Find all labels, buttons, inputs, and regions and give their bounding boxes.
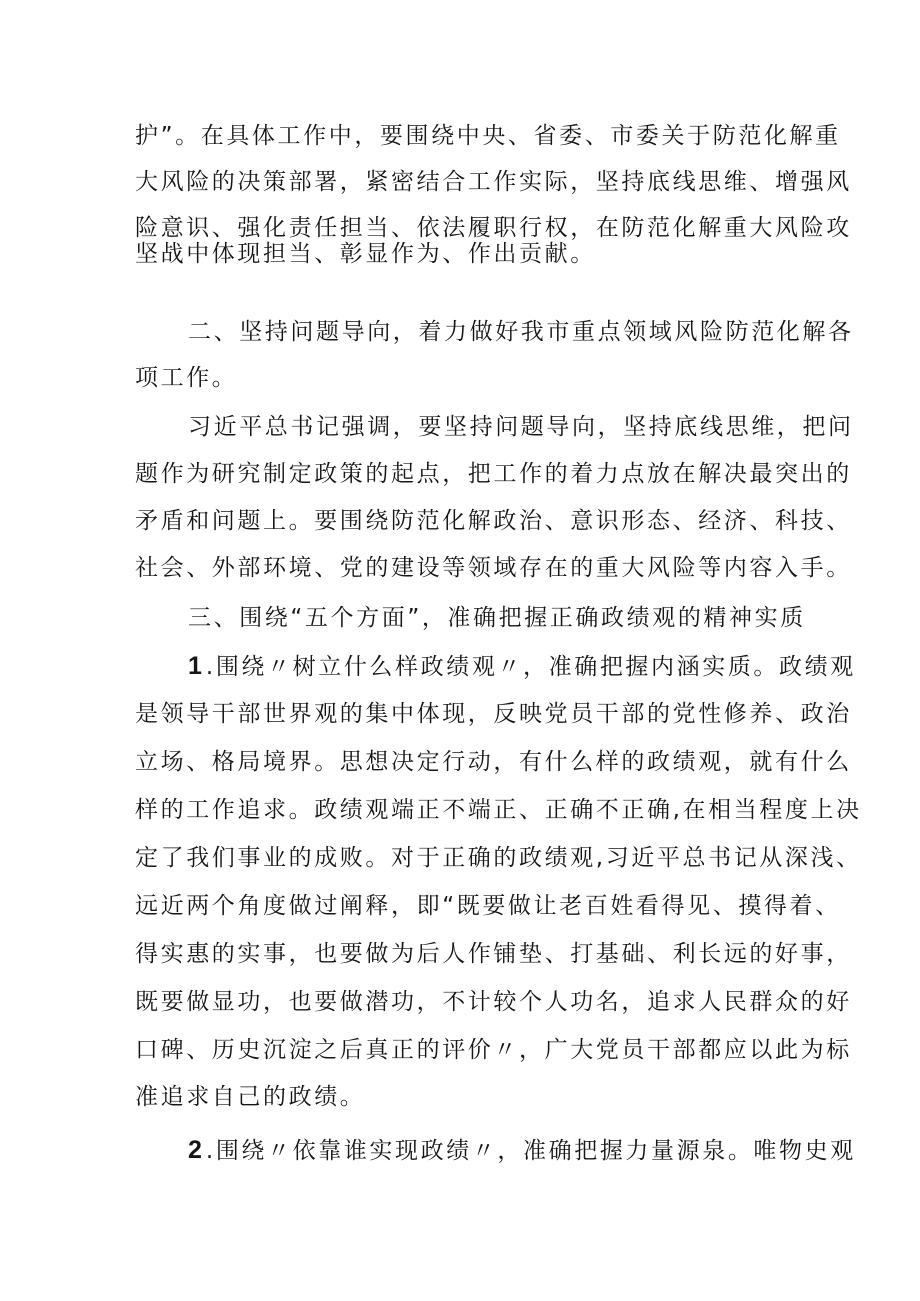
item-number: 2: [188, 1136, 202, 1164]
item-heading-text: .围绕〃依靠谁实现政绩〃，准确把握力量源泉。唯物史观: [205, 1138, 856, 1164]
text-line: 项工作。: [135, 365, 238, 391]
text-line: 得实惠的实事，也要做为后人作铺垫、打基础、利长远的好事，: [135, 941, 852, 967]
text-line: 题作为研究制定政策的起点，把工作的着力点放在解决最突出的: [135, 461, 852, 487]
item-heading-text: .围绕〃树立什么样政绩观〃，准确把握内涵实质。政绩观: [205, 654, 856, 680]
text-line: 既要做显功，也要做潜功，不计较个人功名，追求人民群众的好: [135, 989, 852, 1015]
text-line: 准追求自己的政绩。: [135, 1084, 366, 1110]
text-line: 立场、格局境界。思想决定行动，有什么样的政绩观，就有什么: [135, 749, 852, 775]
text-line: 社会、外部环境、党的建设等领域存在的重大风险等内容入手。: [135, 555, 852, 581]
section-heading: 二、坚持问题导向，着力做好我市重点领域风险防范化解各: [188, 319, 854, 345]
paragraph-first-line: 习近平总书记强调，要坚持问题导向，坚持底线思维，把问: [188, 414, 854, 440]
text-line: 坚战中体现担当、彰显作为、作出贡献。: [135, 241, 596, 267]
numbered-item-heading: [188, 1135, 856, 1166]
item-number: 1: [188, 652, 202, 680]
text-line: 险意识、强化责任担当、依法履职行权，在防范化解重大风险攻: [135, 215, 852, 241]
text-line: 定了我们事业的成败。对于正确的政绩观,习近平总书记从深浅、: [135, 845, 862, 871]
text-line: 护”。在具体工作中，要围绕中央、省委、市委关于防范化解重: [135, 123, 841, 149]
text-line: 样的工作追求。政绩观端正不端正、正确不正确,在相当程度上决: [135, 797, 862, 823]
numbered-item-heading: [188, 651, 856, 682]
text-line: 口碑、历史沉淀之后真正的评价〃，广大党员干部都应以此为标: [135, 1037, 852, 1063]
section-heading: 三、围绕“五个方面”，准确把握正确政绩观的精神实质: [188, 605, 806, 631]
text-line: 矛盾和问题上。要围绕防范化解政治、意识形态、经济、科技、: [135, 508, 852, 534]
text-line: 大风险的决策部署，紧密结合工作实际，坚持底线思维、增强风: [135, 169, 852, 195]
text-line: 远近两个角度做过阐释，即“既要做让老百姓看得见、摸得着、: [135, 893, 841, 919]
text-line: 是领导干部世界观的集中体现，反映党员干部的党性修养、政治: [135, 701, 852, 727]
